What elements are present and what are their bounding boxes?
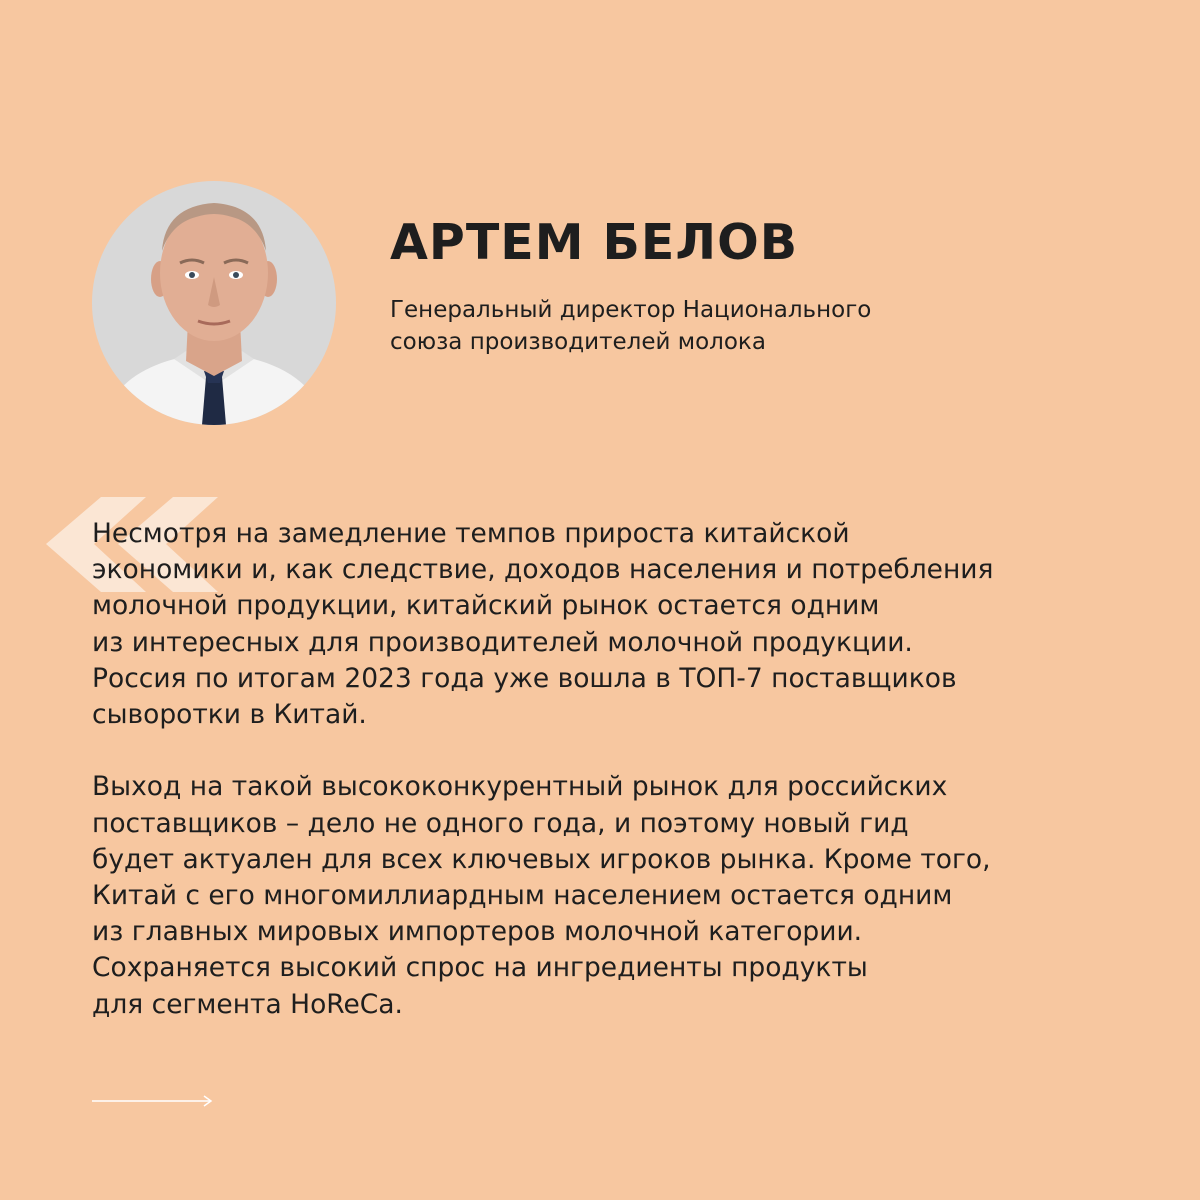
person-role <box>390 294 871 358</box>
quote-line: Выход на такой высококонкурентный рынок для российских <box>92 771 948 803</box>
portrait-photo <box>92 181 336 425</box>
quote-line: для сегмента HoReCa. <box>92 988 403 1020</box>
quote-line: Китай с его многомиллиардным населением остается одним <box>92 880 953 912</box>
quote-line: из главных мировых импортеров молочной категории. <box>92 916 863 948</box>
quote-line: Сохраняется высокий спрос на ингредиенты продукты <box>92 952 868 984</box>
paragraph-gap <box>92 733 993 769</box>
quote-line: из интересных для производителей молочной продукции. <box>92 626 913 658</box>
quote-line: Несмотря на замедление темпов прироста китайской <box>92 518 850 549</box>
quote-line: Россия по итогам 2023 года уже вошла в ТОП-7 поставщиков <box>92 662 957 694</box>
person-name: АРТЕМ БЕЛОВ <box>390 214 799 271</box>
arrow-right-icon[interactable] <box>92 1093 214 1112</box>
quote-line: будет актуален для всех ключевых игроков рынка. Кроме того, <box>92 843 991 875</box>
quote-line: экономики и, как следствие, доходов населения и потребления <box>92 554 994 586</box>
role-line: союза производителей молока <box>390 329 766 355</box>
quote-text <box>92 516 993 1023</box>
quote-line: поставщиков – дело не одного года, и поэтому новый гид <box>92 807 909 839</box>
quote-line: молочной продукции, китайский рынок остается одним <box>92 590 880 622</box>
role-line: Генеральный директор Национального <box>390 297 872 323</box>
quote-line: сыворотки в Китай. <box>92 699 367 731</box>
